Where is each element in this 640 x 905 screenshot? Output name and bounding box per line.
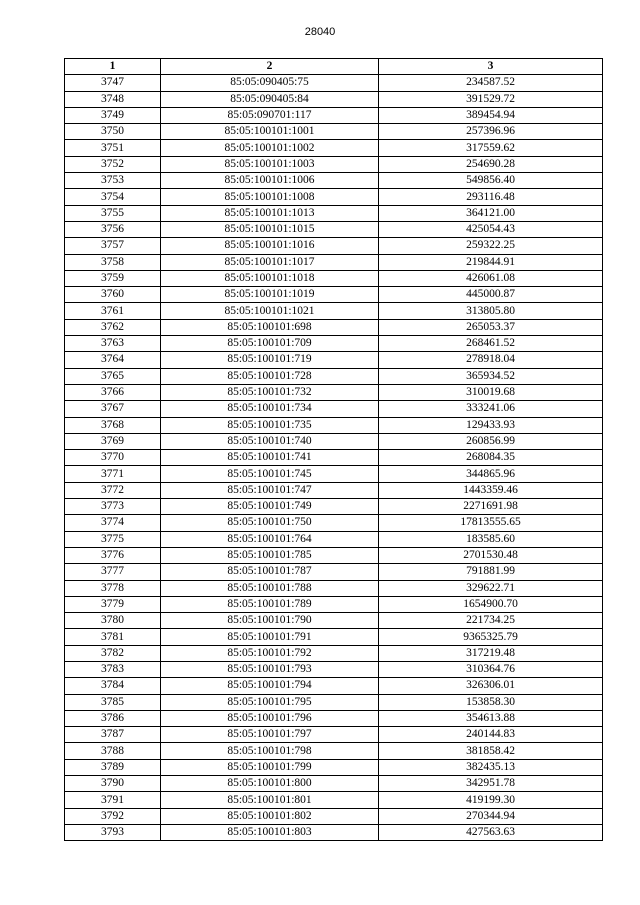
table-row [65,515,603,531]
cadastral-number-cell: 85:05:100101:698 [161,319,379,335]
row-number-cell: 3771 [65,466,161,482]
cadastral-number-cell: 85:05:100101:787 [161,564,379,580]
value-cell: 153858.30 [379,694,603,710]
cadastral-number-cell: 85:05:100101:747 [161,482,379,498]
row-number-cell: 3790 [65,776,161,792]
value-cell: 425054.43 [379,221,603,237]
table-row [65,91,603,107]
table-row [65,694,603,710]
row-number-cell: 3773 [65,499,161,515]
row-number-cell: 3778 [65,580,161,596]
cadastral-number-cell: 85:05:100101:1021 [161,303,379,319]
row-number-cell: 3754 [65,189,161,205]
row-number-cell: 3772 [65,482,161,498]
table-row [65,645,603,661]
row-number-cell: 3750 [65,124,161,140]
value-cell: 354613.88 [379,710,603,726]
row-number-cell: 3763 [65,336,161,352]
row-number-cell: 3779 [65,596,161,612]
table-row [65,776,603,792]
value-cell: 549856.40 [379,173,603,189]
table-row [65,384,603,400]
value-cell: 221734.25 [379,613,603,629]
row-number-cell: 3780 [65,613,161,629]
row-number-cell: 3774 [65,515,161,531]
table-row [65,319,603,335]
table-row [65,433,603,449]
table-row [65,368,603,384]
value-cell: 234587.52 [379,75,603,91]
cadastral-number-cell: 85:05:100101:800 [161,776,379,792]
value-cell: 427563.63 [379,824,603,840]
value-cell: 445000.87 [379,287,603,303]
row-number-cell: 3748 [65,91,161,107]
row-number-cell: 3765 [65,368,161,384]
cadastral-number-cell: 85:05:100101:789 [161,596,379,612]
table-row [65,336,603,352]
value-cell: 129433.93 [379,417,603,433]
row-number-cell: 3788 [65,743,161,759]
table-header-row [65,59,603,75]
cadastral-number-cell: 85:05:100101:1008 [161,189,379,205]
row-number-cell: 3769 [65,433,161,449]
table-row [65,531,603,547]
cadastral-number-cell: 85:05:100101:795 [161,694,379,710]
value-cell: 9365325.79 [379,629,603,645]
cadastral-number-cell: 85:05:100101:741 [161,450,379,466]
table-row [65,303,603,319]
row-number-cell: 3761 [65,303,161,319]
table-row [65,710,603,726]
cadastral-number-cell: 85:05:100101:794 [161,678,379,694]
column-header: 1 [65,59,161,75]
value-cell: 260856.99 [379,433,603,449]
table-row [65,156,603,172]
value-cell: 183585.60 [379,531,603,547]
value-cell: 259322.25 [379,238,603,254]
table-row [65,596,603,612]
cadastral-number-cell: 85:05:100101:735 [161,417,379,433]
table-row [65,792,603,808]
cadastral-number-cell: 85:05:100101:728 [161,368,379,384]
cadastral-number-cell: 85:05:100101:1016 [161,238,379,254]
table-row [65,173,603,189]
cadastral-number-cell: 85:05:100101:1018 [161,270,379,286]
value-cell: 344865.96 [379,466,603,482]
row-number-cell: 3782 [65,645,161,661]
value-cell: 278918.04 [379,352,603,368]
row-number-cell: 3751 [65,140,161,156]
cadastral-number-cell: 85:05:100101:734 [161,401,379,417]
table-row [65,743,603,759]
table-row [65,824,603,840]
value-cell: 364121.00 [379,205,603,221]
value-cell: 257396.96 [379,124,603,140]
value-cell: 419199.30 [379,792,603,808]
cadastral-number-cell: 85:05:100101:1001 [161,124,379,140]
row-number-cell: 3793 [65,824,161,840]
cadastral-number-cell: 85:05:100101:1017 [161,254,379,270]
value-cell: 293116.48 [379,189,603,205]
cadastral-number-cell: 85:05:100101:797 [161,727,379,743]
table-row [65,254,603,270]
value-cell: 382435.13 [379,759,603,775]
table-row [65,482,603,498]
table-row [65,221,603,237]
row-number-cell: 3756 [65,221,161,237]
row-number-cell: 3781 [65,629,161,645]
cadastral-number-cell: 85:05:100101:788 [161,580,379,596]
row-number-cell: 3768 [65,417,161,433]
table-row [65,189,603,205]
cadastral-number-cell: 85:05:100101:793 [161,661,379,677]
cadastral-number-cell: 85:05:100101:1013 [161,205,379,221]
cadastral-number-cell: 85:05:100101:801 [161,792,379,808]
row-number-cell: 3776 [65,547,161,563]
cadastral-number-cell: 85:05:100101:792 [161,645,379,661]
page-number: 28040 [304,26,336,38]
cadastral-number-cell: 85:05:100101:1003 [161,156,379,172]
row-number-cell: 3789 [65,759,161,775]
table-row [65,124,603,140]
row-number-cell: 3747 [65,75,161,91]
table-row [65,727,603,743]
value-cell: 268084.35 [379,450,603,466]
table-row [65,661,603,677]
cadastral-number-cell: 85:05:100101:732 [161,384,379,400]
cadastral-number-cell: 85:05:100101:803 [161,824,379,840]
value-cell: 310364.76 [379,661,603,677]
table-row [65,613,603,629]
value-cell: 329622.71 [379,580,603,596]
table-row [65,140,603,156]
cadastral-number-cell: 85:05:090701:117 [161,107,379,123]
row-number-cell: 3760 [65,287,161,303]
row-number-cell: 3764 [65,352,161,368]
value-cell: 270344.94 [379,808,603,824]
row-number-cell: 3783 [65,661,161,677]
cadastral-number-cell: 85:05:100101:1002 [161,140,379,156]
row-number-cell: 3792 [65,808,161,824]
table-row [65,759,603,775]
row-number-cell: 3762 [65,319,161,335]
table-row [65,564,603,580]
row-number-cell: 3759 [65,270,161,286]
row-number-cell: 3755 [65,205,161,221]
cadastral-number-cell: 85:05:100101:1015 [161,221,379,237]
value-cell: 791881.99 [379,564,603,580]
cadastral-number-cell: 85:05:100101:709 [161,336,379,352]
value-cell: 265053.37 [379,319,603,335]
table-row [65,547,603,563]
value-cell: 426061.08 [379,270,603,286]
value-cell: 389454.94 [379,107,603,123]
table-row [65,629,603,645]
column-header: 2 [161,59,379,75]
value-cell: 333241.06 [379,401,603,417]
cadastral-number-cell: 85:05:100101:1019 [161,287,379,303]
cadastral-number-cell: 85:05:090405:84 [161,91,379,107]
value-cell: 317219.48 [379,645,603,661]
value-cell: 268461.52 [379,336,603,352]
table-row [65,450,603,466]
row-number-cell: 3786 [65,710,161,726]
cadastral-number-cell: 85:05:100101:790 [161,613,379,629]
value-cell: 2701530.48 [379,547,603,563]
value-cell: 342951.78 [379,776,603,792]
cadastral-number-cell: 85:05:090405:75 [161,75,379,91]
table-row [65,466,603,482]
table-row [65,417,603,433]
value-cell: 317559.62 [379,140,603,156]
row-number-cell: 3787 [65,727,161,743]
cadastral-number-cell: 85:05:100101:750 [161,515,379,531]
value-cell: 219844.91 [379,254,603,270]
table-row [65,352,603,368]
value-cell: 1443359.46 [379,482,603,498]
value-cell: 381858.42 [379,743,603,759]
row-number-cell: 3757 [65,238,161,254]
value-cell: 326306.01 [379,678,603,694]
row-number-cell: 3785 [65,694,161,710]
row-number-cell: 3767 [65,401,161,417]
table-row [65,580,603,596]
table-row [65,238,603,254]
value-cell: 310019.68 [379,384,603,400]
table-row [65,287,603,303]
value-cell: 17813555.65 [379,515,603,531]
cadastral-number-cell: 85:05:100101:802 [161,808,379,824]
column-header: 3 [379,59,603,75]
value-cell: 2271691.98 [379,499,603,515]
table-row [65,270,603,286]
table-body [65,75,603,841]
row-number-cell: 3791 [65,792,161,808]
row-number-cell: 3766 [65,384,161,400]
cadastral-number-cell: 85:05:100101:798 [161,743,379,759]
table-row [65,678,603,694]
value-cell: 254690.28 [379,156,603,172]
cadastral-number-cell: 85:05:100101:719 [161,352,379,368]
cadastral-number-cell: 85:05:100101:785 [161,547,379,563]
value-cell: 313805.80 [379,303,603,319]
cadastral-number-cell: 85:05:100101:745 [161,466,379,482]
cadastral-number-cell: 85:05:100101:796 [161,710,379,726]
cadastral-value-table [64,58,603,841]
row-number-cell: 3752 [65,156,161,172]
value-cell: 391529.72 [379,91,603,107]
row-number-cell: 3775 [65,531,161,547]
row-number-cell: 3770 [65,450,161,466]
row-number-cell: 3758 [65,254,161,270]
cadastral-number-cell: 85:05:100101:1006 [161,173,379,189]
table-row [65,107,603,123]
value-cell: 1654900.70 [379,596,603,612]
table-row [65,499,603,515]
row-number-cell: 3784 [65,678,161,694]
cadastral-number-cell: 85:05:100101:740 [161,433,379,449]
cadastral-number-cell: 85:05:100101:791 [161,629,379,645]
row-number-cell: 3777 [65,564,161,580]
table-row [65,808,603,824]
table-row [65,401,603,417]
value-cell: 240144.83 [379,727,603,743]
table-row [65,205,603,221]
cadastral-number-cell: 85:05:100101:749 [161,499,379,515]
row-number-cell: 3753 [65,173,161,189]
row-number-cell: 3749 [65,107,161,123]
value-cell: 365934.52 [379,368,603,384]
table-row [65,75,603,91]
cadastral-number-cell: 85:05:100101:764 [161,531,379,547]
cadastral-number-cell: 85:05:100101:799 [161,759,379,775]
